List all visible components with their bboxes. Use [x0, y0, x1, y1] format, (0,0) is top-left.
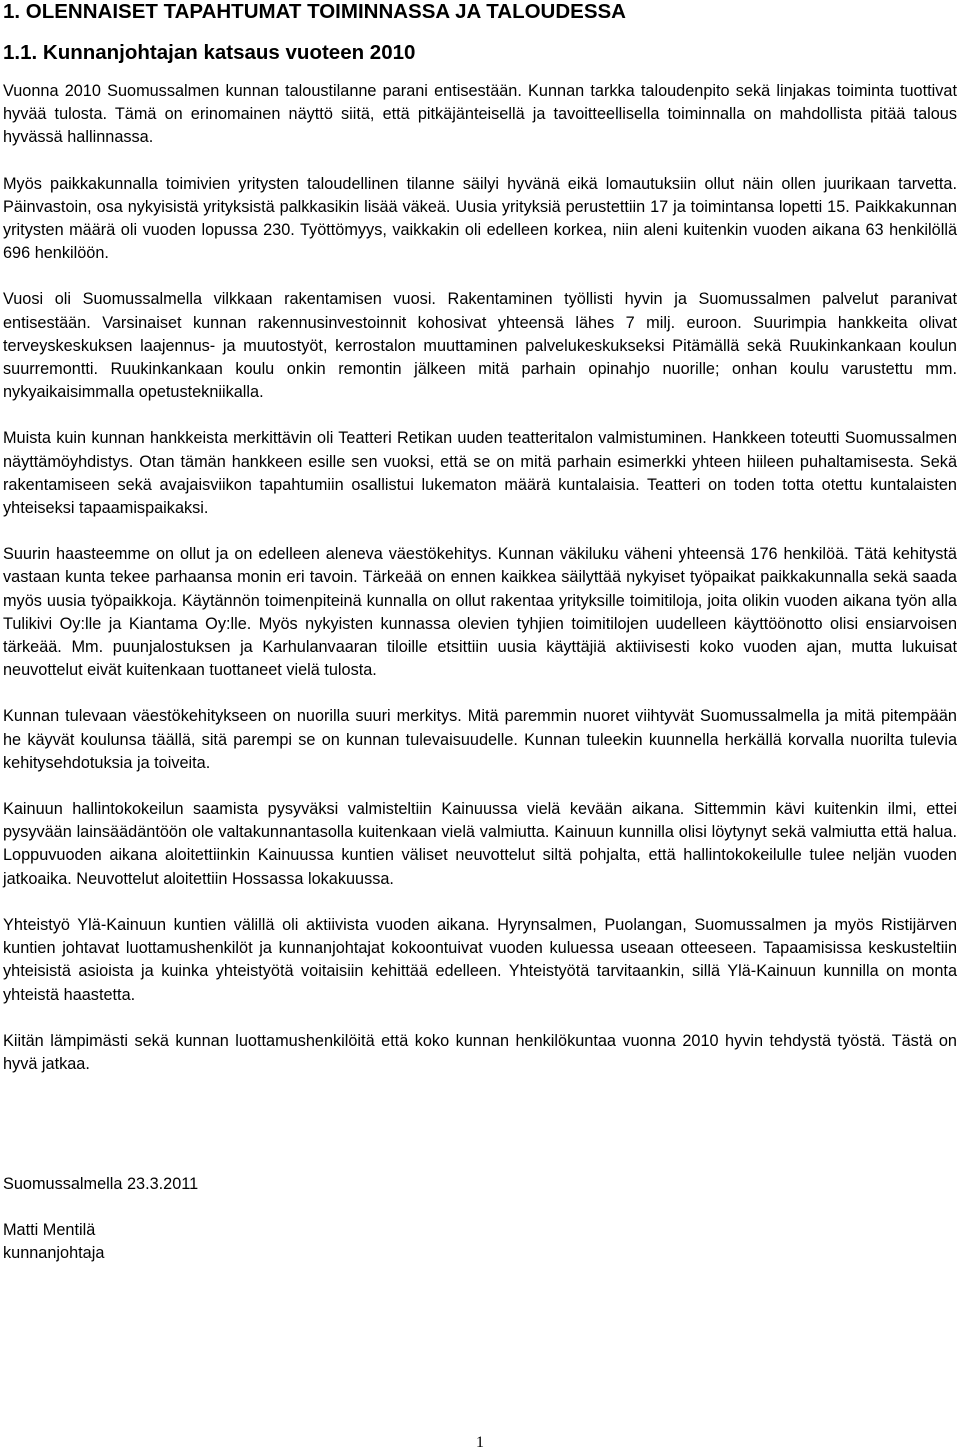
signature-block	[3, 1219, 104, 1265]
paragraph: Muista kuin kunnan hankkeista merkittävin oli Teatteri Retikan uuden teatteritalon valmistuminen. Hankkeen toteutti Suomussalmen näyttämöyhdistys. Otan tämän hankkeen esille sen vuoksi, että se on mitä parhain esimerkki yhteen hiileen puhaltamisesta. Sekä rakentamiseen sekä avajaisviikon tapahtumiin osallistui lukematon määrä kuntalaisia. Teatteri on toden totta otettu kuntalaisten yhteiseksi tapaamispaikaksi.	[3, 429, 957, 518]
paragraph: Yhteistyö Ylä-Kainuun kuntien välillä oli aktiivista vuoden aikana. Hyrynsalmen, Puolangan, Suomussalmen ja myös Ristijärven kuntien johtavat luottamushenkilöt ja kunnanjohtajat kokoontuivat vuoden kuluessa useaan otteeseen. Tapaamisissa keskusteltiin yhteisistä asioista ja kuinka yhteistyötä voitaisiin kehittää edelleen. Yhteistyötä tarvitaankin, sillä Ylä-Kainuun kunnilla on monta yhteistä haastetta.	[3, 915, 957, 1004]
paragraph: Kunnan tulevaan väestökehitykseen on nuorilla suuri merkitys. Mitä paremmin nuoret viihtyvät Suomussalmella ja mitä pitempään he käyvät koulunsa täällä, sitä parempi se on kunnan tulevaisuudelle. Kunnan tuleekin kuunnella herkällä korvalla nuorilta tulevia kehitysehdotuksia ja toiveita.	[3, 707, 957, 772]
place-and-date: Suomussalmella 23.3.2011	[3, 1175, 199, 1193]
body-text	[3, 80, 957, 1099]
paragraph: Kainuun hallintokokeilun saamista pysyväksi valmisteltiin Kainuussa vielä kevään aikana. Sittemmin kävi kuitenkin ilmi, ettei pysyvään lainsäädäntöön ole valtakunnantasolla kuitenkaan vielä valmiutta. Kainuun kunnilla olisi löytynyt sekä valmiutta että halua. Loppuvuoden aikana aloitettiinkin Kainuussa kuntien väliset neuvottelut siltä pohjalta, että hallintokokeilulle tulee neljän vuoden jatkoaika. Neuvottelut aloitettiin Hossassa lokakuussa.	[3, 800, 957, 888]
section-heading: 1.1. Kunnanjohtajan katsaus vuoteen 2010	[3, 41, 416, 64]
paragraph: Suurin haasteemme on ollut ja on edelleen aleneva väestökehitys. Kunnan väkiluku väheni yhteensä 176 henkilöä. Tätä kehitystä vastaan kunta tekee parhaansa monin eri tavoin. Tärkeää on ennen kaikkea säilyttää nykyiset työpaikat paikkakunnalla sekä saada myös uusia työpaikkoja. Käytännön toimenpiteinä kunnalla on ollut rakentaa yrityksille toimitiloja, joita olikin vuoden aikana työn alla Tulikivi Oy:lle ja Kiantama Oy:lle. Myös nykyisten kunnassa olevien tyhjien toimitilojen uudelleen käyttöönotto olisi ensiarvoisen tärkeää. Mm. puunjalostuksen ja Karhulanvaaran tiloille etsittiin uusia käyttäjiä aktiivisesti koko vuoden ajan, mutta lukuisat neuvottelut eivät kuitenkaan tuottaneet vielä tulosta.	[3, 545, 957, 680]
paragraph: Myös paikkakunnalla toimivien yritysten taloudellinen tilanne säilyi hyvänä eikä lomautuksiin ollut näin ollen juurikaan tarvetta. Päinvastoin, osa nykyisistä yrityksistä palkkasikin lisää väkeä. Uusia yrityksiä perustettiin 17 ja toimintansa lopetti 15. Paikkakunnan yritysten määrä oli vuoden lopussa 230. Työttömyys, vaikkakin oli edelleen korkea, niin aleni kuitenkin vuoden aikana 63 henkilöllä 696 henkilöön.	[3, 174, 957, 263]
paragraph: Vuonna 2010 Suomussalmen kunnan taloustilanne parani entisestään. Kunnan tarkka taloudenpito sekä linjakas toiminta tuottivat hyvää tulosta. Tämä on erinomainen näyttö siitä, että pitkäjänteisellä ja tavoitteellisella toiminnalla on mahdollista pitää talous hyvässä hallinnassa.	[3, 82, 957, 147]
signer-title: kunnanjohtaja	[3, 1244, 105, 1263]
paragraph: Vuosi oli Suomussalmella vilkkaan rakentamisen vuosi. Rakentaminen työllisti hyvin ja Suomussalmen palvelut paranivat entisestään. Varsinaiset kunnan rakennusinvestoinnit kohosivat yhteensä lähes 7 milj. euroon. Suurimpia hankkeita olivat terveyskeskuksen laajennus- ja muutostyöt, kerrostalon muuttaminen palvelukeskukseksi Pitämällä sekä Ruukinkankaan koulun suurremontti. Ruukinkankaan koulu onkin remontin jälkeen mitä parhain opinahjo nuorille; onhan koulu varustettu mm. nykyaikaisimmalla opetustekniikalla.	[3, 290, 957, 402]
signer-name: Matti Mentilä	[3, 1221, 96, 1239]
page-number: 1	[475, 1432, 485, 1451]
paragraph: Kiitän lämpimästi sekä kunnan luottamushenkilöitä että koko kunnan henkilökuntaa vuonna 2010 hyvin tehdystä työstä. Tästä on hyvä jatkaa.	[3, 1031, 957, 1073]
chapter-heading: 1. OLENNAISET TAPAHTUMAT TOIMINNASSA JA TALOUDESSA	[3, 0, 626, 23]
